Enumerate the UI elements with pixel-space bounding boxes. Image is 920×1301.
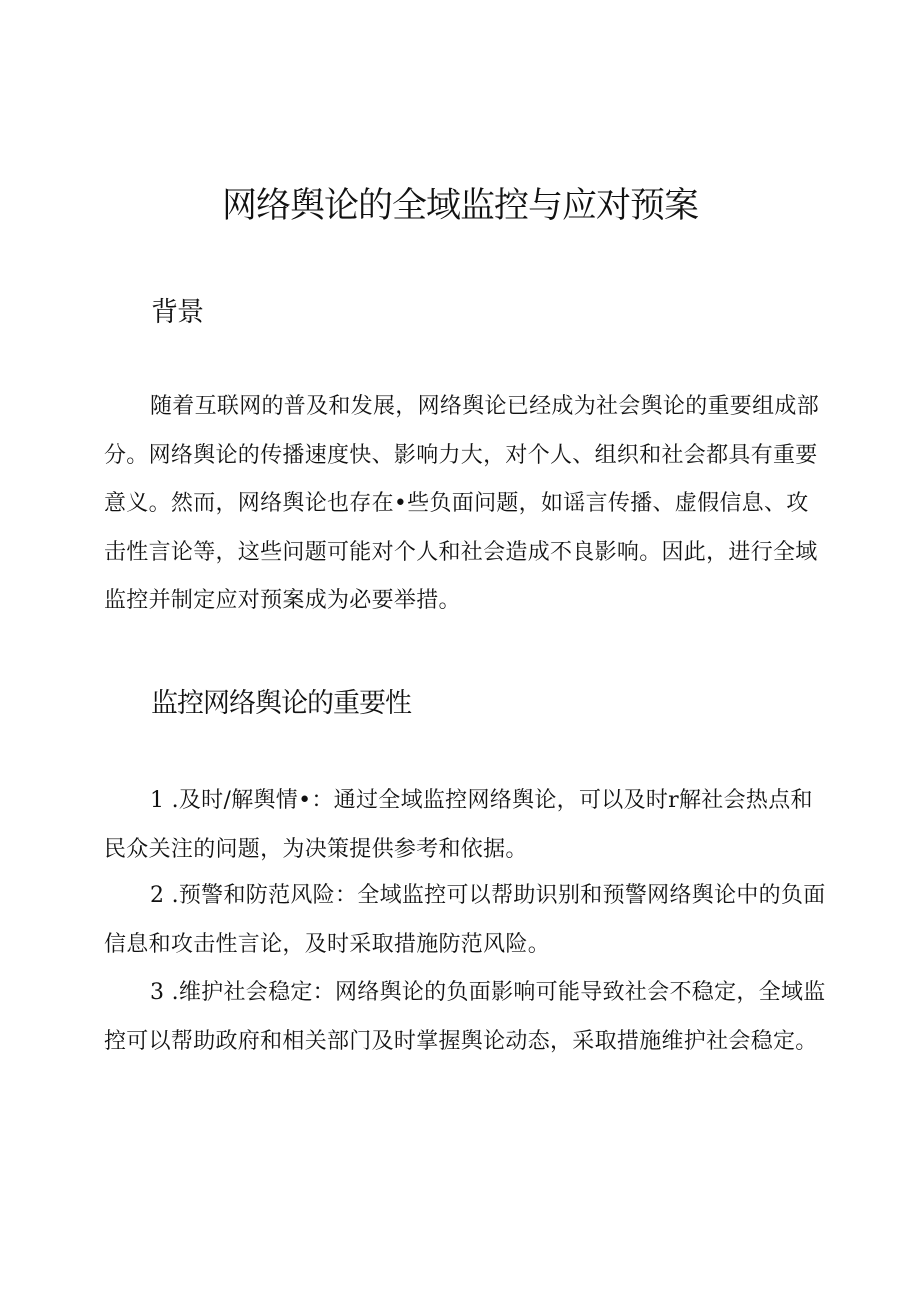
background-paragraph: 随着互联网的普及和发展，网络舆论已经成为社会舆论的重要组成部分。网络舆论的传播速度快、影响力大，对个人、组织和社会都具有重要意义。然而，网络舆论也存在•些负面问题，如谣言传播、虚假信息、攻击性言论等，这些问题可能对个人和社会造成不良影响。因此，进行全域监控并制定应对预案成为必要举措。 xyxy=(104,394,820,613)
section-heading-importance: 监控网络舆论的重要性 xyxy=(151,688,411,719)
list-item: 2 .预警和防范风险：全域监控可以帮助识别和预警网络舆论中的负面信息和攻击性言论，及时采取措施防范风险。 xyxy=(104,883,826,957)
list-item: 3 .维护社会稳定：网络舆论的负面影响可能导致社会不稳定，全域监控可以帮助政府和相关部门及时掌握舆论动态，采取措施维护社会稳定。 xyxy=(104,980,826,1054)
list-item: 1 .及时/解舆情•：通过全域监控网络舆论，可以及时r解社会热点和民众关注的问题，为决策提供参考和依据。 xyxy=(104,788,813,862)
section-heading-background: 背景 xyxy=(151,297,203,328)
document-title: 网络舆论的全域监控与应对预案 xyxy=(221,186,698,226)
